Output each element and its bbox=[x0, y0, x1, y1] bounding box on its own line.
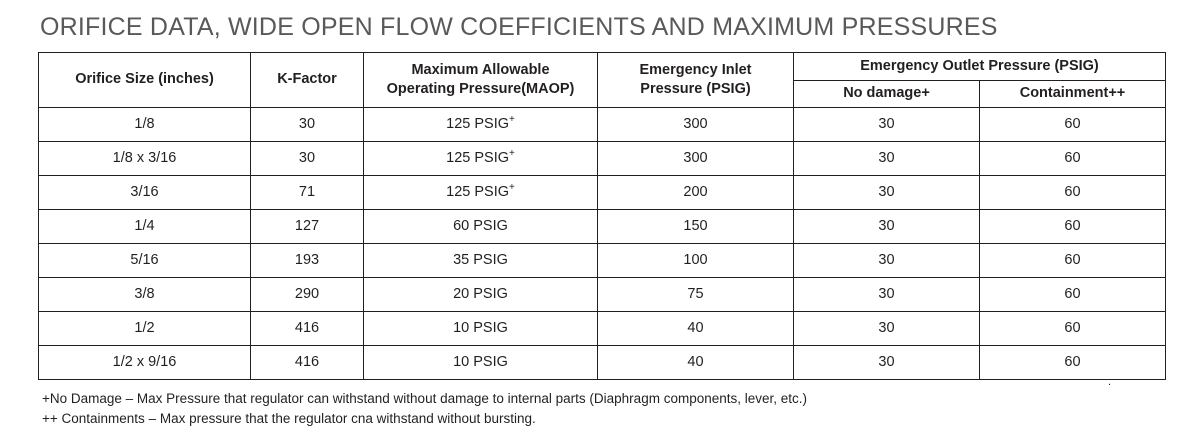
cell-orifice-size: 1/2 x 9/16 bbox=[39, 345, 251, 379]
cell-containment: 60 bbox=[980, 243, 1166, 277]
cell-maop-footnote-mark: + bbox=[509, 182, 515, 194]
cell-inlet-pressure: 300 bbox=[598, 141, 794, 175]
cell-maop bbox=[364, 209, 598, 243]
cell-k-factor: 416 bbox=[251, 311, 364, 345]
cell-maop-value: 125 PSIG bbox=[446, 184, 510, 200]
cell-containment: 60 bbox=[980, 209, 1166, 243]
cell-k-factor: 30 bbox=[251, 141, 364, 175]
cell-inlet-pressure: 150 bbox=[598, 209, 794, 243]
cell-inlet-pressure: 300 bbox=[598, 107, 794, 141]
cell-orifice-size: 1/8 bbox=[39, 107, 251, 141]
cell-no-damage: 30 bbox=[794, 243, 980, 277]
cell-k-factor: 30 bbox=[251, 107, 364, 141]
cell-maop-value: 10 PSIG bbox=[453, 320, 508, 336]
header-containment: Containment++ bbox=[980, 80, 1166, 107]
page-title: ORIFICE DATA, WIDE OPEN FLOW COEFFICIENTS AND MAXIMUM PRESSURES bbox=[40, 13, 998, 41]
cell-containment: 60 bbox=[980, 107, 1166, 141]
cell-k-factor: 290 bbox=[251, 277, 364, 311]
cell-maop-value: 60 PSIG bbox=[453, 218, 508, 234]
cell-no-damage: 30 bbox=[794, 175, 980, 209]
cell-no-damage: 30 bbox=[794, 209, 980, 243]
cell-inlet-pressure: 100 bbox=[598, 243, 794, 277]
table-row bbox=[39, 209, 1166, 243]
table-header bbox=[39, 52, 1166, 107]
cell-orifice-size: 5/16 bbox=[39, 243, 251, 277]
cell-maop-value: 35 PSIG bbox=[453, 252, 508, 268]
header-orifice-size: Orifice Size (inches) bbox=[39, 52, 251, 107]
orifice-data-table bbox=[38, 52, 1166, 380]
stray-mark: . bbox=[1108, 376, 1112, 388]
cell-k-factor: 416 bbox=[251, 345, 364, 379]
cell-no-damage: 30 bbox=[794, 311, 980, 345]
cell-inlet-pressure: 200 bbox=[598, 175, 794, 209]
header-inlet-line1: Emergency Inlet bbox=[639, 62, 752, 79]
footnotes bbox=[42, 389, 1164, 431]
cell-maop-value: 10 PSIG bbox=[453, 354, 508, 370]
cell-containment: 60 bbox=[980, 141, 1166, 175]
header-maop-line1: Maximum Allowable bbox=[411, 62, 550, 79]
table-row bbox=[39, 175, 1166, 209]
cell-maop-value: 125 PSIG bbox=[446, 116, 510, 132]
cell-containment: 60 bbox=[980, 175, 1166, 209]
footnote-no-damage: +No Damage – Max Pressure that regulator can withstand without damage to internal parts (Diaphragm components, lever, etc.) bbox=[42, 390, 808, 406]
header-maop bbox=[364, 52, 598, 107]
cell-maop bbox=[364, 311, 598, 345]
cell-containment: 60 bbox=[980, 277, 1166, 311]
header-inlet-line2: Pressure (PSIG) bbox=[640, 80, 751, 97]
cell-no-damage: 30 bbox=[794, 107, 980, 141]
cell-orifice-size: 3/16 bbox=[39, 175, 251, 209]
cell-maop bbox=[364, 243, 598, 277]
cell-orifice-size: 1/4 bbox=[39, 209, 251, 243]
header-row-primary bbox=[39, 52, 1166, 80]
cell-no-damage: 30 bbox=[794, 345, 980, 379]
cell-containment: 60 bbox=[980, 311, 1166, 345]
cell-inlet-pressure: 75 bbox=[598, 277, 794, 311]
cell-maop-value: 125 PSIG bbox=[446, 150, 510, 166]
cell-k-factor: 193 bbox=[251, 243, 364, 277]
cell-maop bbox=[364, 175, 598, 209]
cell-maop bbox=[364, 277, 598, 311]
table-row bbox=[39, 311, 1166, 345]
cell-inlet-pressure: 40 bbox=[598, 345, 794, 379]
cell-maop bbox=[364, 345, 598, 379]
table-row bbox=[39, 345, 1166, 379]
table-row bbox=[39, 277, 1166, 311]
cell-maop bbox=[364, 107, 598, 141]
header-emergency-inlet bbox=[598, 52, 794, 107]
cell-maop bbox=[364, 141, 598, 175]
header-maop-line2: Operating Pressure(MAOP) bbox=[386, 80, 575, 97]
cell-containment: 60 bbox=[980, 345, 1166, 379]
table-body bbox=[39, 107, 1166, 379]
cell-orifice-size: 1/8 x 3/16 bbox=[39, 141, 251, 175]
header-k-factor: K-Factor bbox=[251, 52, 364, 107]
cell-no-damage: 30 bbox=[794, 141, 980, 175]
cell-maop-footnote-mark: + bbox=[509, 148, 515, 160]
cell-orifice-size: 3/8 bbox=[39, 277, 251, 311]
cell-maop-value: 20 PSIG bbox=[453, 286, 508, 302]
cell-no-damage: 30 bbox=[794, 277, 980, 311]
header-no-damage: No damage+ bbox=[794, 80, 980, 107]
header-emergency-outlet-group: Emergency Outlet Pressure (PSIG) bbox=[794, 52, 1166, 80]
cell-maop-footnote-mark: + bbox=[509, 114, 515, 126]
cell-inlet-pressure: 40 bbox=[598, 311, 794, 345]
table-row bbox=[39, 141, 1166, 175]
cell-k-factor: 127 bbox=[251, 209, 364, 243]
cell-k-factor: 71 bbox=[251, 175, 364, 209]
table-row bbox=[39, 243, 1166, 277]
table-row bbox=[39, 107, 1166, 141]
footnote-containment: ++ Containments – Max pressure that the regulator cna withstand without bursting. bbox=[42, 411, 536, 427]
cell-orifice-size: 1/2 bbox=[39, 311, 251, 345]
